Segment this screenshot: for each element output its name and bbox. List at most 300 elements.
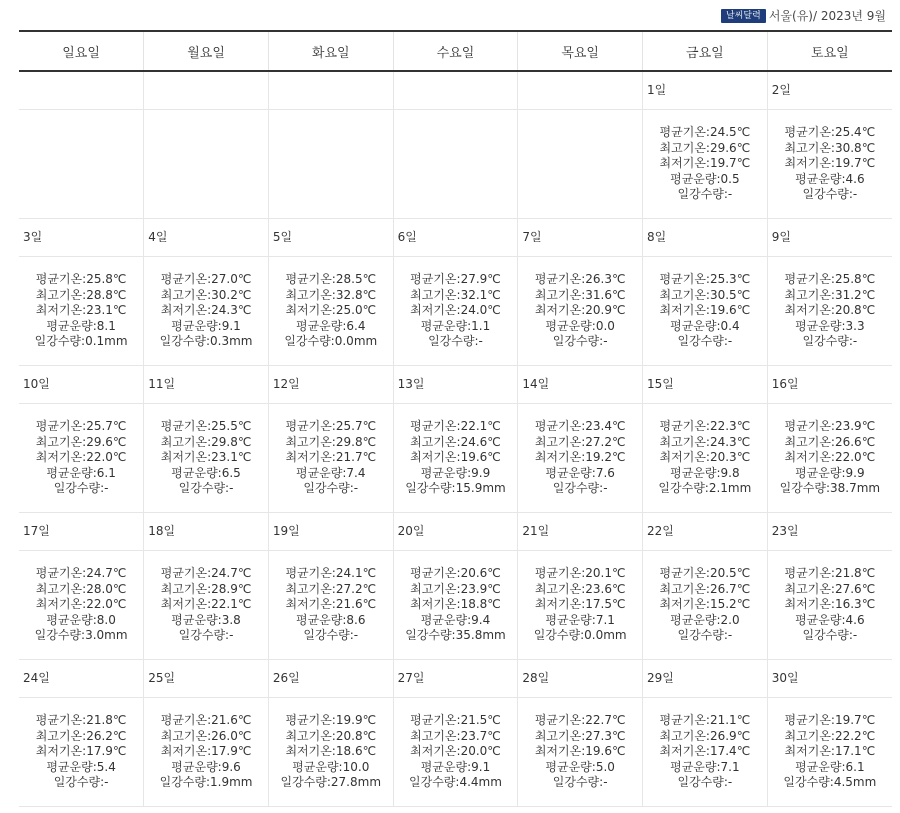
empty-weather-cell [19, 110, 144, 219]
avg-temp-line [144, 272, 268, 288]
max-temp-value: 23.7℃ [460, 728, 501, 743]
daily-rainfall-label: 일강수량: [677, 334, 728, 348]
daily-rainfall-value: 1.9mm [210, 775, 253, 789]
avg-temp-line [768, 566, 892, 582]
avg-temp-value: 21.5℃ [460, 713, 501, 727]
cloud-cover-label: 평균운량: [296, 465, 347, 480]
avg-temp-label: 평균기온: [410, 713, 461, 727]
day-weather-cell [518, 404, 643, 513]
max-temp-value: 30.2℃ [211, 287, 252, 302]
max-temp-value: 27.6℃ [834, 581, 876, 596]
max-temp-value: 28.0℃ [86, 581, 127, 596]
weather-data-row [19, 257, 892, 366]
min-temp-line [394, 744, 518, 760]
avg-temp-line [144, 713, 268, 729]
day-weather-cell [19, 404, 144, 513]
avg-temp-label: 평균기온: [160, 566, 212, 580]
avg-temp-value: 25.5℃ [211, 419, 252, 433]
date-label: 24일 [19, 660, 144, 698]
min-temp-label: 최저기온: [659, 156, 710, 170]
cloud-cover-line [144, 613, 268, 629]
daily-rainfall-line [768, 187, 892, 203]
avg-temp-value: 21.8℃ [834, 566, 876, 580]
daily-rainfall-line [269, 775, 393, 791]
daily-rainfall-label: 일강수량: [802, 628, 853, 642]
cloud-cover-label: 평균운량: [670, 612, 721, 627]
max-temp-value: 30.5℃ [709, 287, 751, 302]
max-temp-value: 32.1℃ [460, 287, 501, 302]
cloud-cover-line [518, 319, 642, 335]
empty-date-cell [19, 71, 144, 110]
daily-rainfall-value: 0.1mm [85, 334, 128, 348]
max-temp-line [144, 288, 268, 304]
daily-rainfall-label: 일강수량: [783, 775, 834, 789]
daily-rainfall-line [643, 775, 767, 791]
day-weather-values [643, 404, 767, 497]
min-temp-label: 최저기온: [784, 450, 835, 464]
day-weather-values [19, 698, 143, 791]
date-label: 18일 [144, 513, 269, 551]
max-temp-line [269, 288, 393, 304]
empty-weather-cell [518, 110, 643, 219]
max-temp-value: 27.2℃ [335, 581, 377, 596]
daily-rainfall-value: - [478, 334, 483, 348]
avg-temp-line [643, 125, 767, 141]
date-label: 13일 [393, 366, 518, 404]
max-temp-value: 20.8℃ [335, 728, 377, 743]
min-temp-line [643, 450, 767, 466]
avg-temp-label: 평균기온: [534, 419, 586, 433]
cloud-cover-line [144, 319, 268, 335]
min-temp-label: 최저기온: [534, 450, 586, 464]
min-temp-line [768, 450, 892, 466]
cloud-cover-value: 4.6 [845, 171, 865, 186]
weekday-header-thu: 목요일 [518, 31, 643, 71]
min-temp-label: 최저기온: [285, 744, 336, 758]
day-weather-cell [268, 404, 393, 513]
day-weather-values [768, 404, 892, 497]
cloud-cover-line [643, 760, 767, 776]
min-temp-line [269, 744, 393, 760]
max-temp-line [768, 582, 892, 598]
daily-rainfall-value: - [727, 628, 733, 642]
cloud-cover-label: 평균운량: [420, 759, 472, 774]
avg-temp-value: 22.3℃ [709, 419, 751, 433]
date-label: 28일 [518, 660, 643, 698]
min-temp-line [768, 303, 892, 319]
min-temp-value: 20.9℃ [585, 303, 626, 317]
max-temp-line [768, 435, 892, 451]
cloud-cover-value: 7.1 [720, 759, 740, 774]
weather-data-row [19, 404, 892, 513]
avg-temp-label: 평균기온: [659, 713, 710, 727]
avg-temp-value: 22.7℃ [585, 713, 626, 727]
daily-rainfall-value: 38.7mm [830, 481, 881, 495]
daily-rainfall-line [144, 775, 268, 791]
min-temp-value: 19.6℃ [709, 303, 751, 317]
avg-temp-label: 평균기온: [160, 713, 212, 727]
avg-temp-value: 25.8℃ [834, 272, 876, 286]
avg-temp-label: 평균기온: [534, 713, 586, 727]
max-temp-label: 최고기온: [410, 728, 461, 743]
min-temp-label: 최저기온: [410, 597, 461, 611]
date-label: 6일 [393, 219, 518, 257]
cloud-cover-line [144, 760, 268, 776]
max-temp-label: 최고기온: [534, 287, 586, 302]
max-temp-value: 26.6℃ [834, 434, 876, 449]
cloud-cover-line [768, 760, 892, 776]
date-label: 5일 [268, 219, 393, 257]
date-label: 3일 [19, 219, 144, 257]
daily-rainfall-label: 일강수량: [409, 775, 460, 789]
max-temp-line [269, 435, 393, 451]
daily-rainfall-label: 일강수량: [405, 481, 456, 495]
min-temp-line [269, 450, 393, 466]
date-label: 21일 [518, 513, 643, 551]
cloud-cover-line [768, 172, 892, 188]
cloud-cover-line [643, 172, 767, 188]
day-weather-cell [144, 257, 269, 366]
calendar-body [19, 71, 892, 807]
daily-rainfall-value: 4.4mm [459, 775, 502, 789]
date-label: 25일 [144, 660, 269, 698]
max-temp-label: 최고기온: [410, 434, 461, 449]
cloud-cover-value: 7.6 [595, 465, 615, 480]
empty-weather-cell [393, 110, 518, 219]
daily-rainfall-label: 일강수량: [552, 334, 604, 348]
max-temp-value: 29.6℃ [709, 140, 751, 155]
avg-temp-line [643, 713, 767, 729]
max-temp-label: 최고기온: [285, 581, 336, 596]
avg-temp-value: 25.3℃ [709, 272, 751, 286]
max-temp-line [394, 582, 518, 598]
daily-rainfall-line [19, 775, 143, 791]
avg-temp-label: 평균기온: [659, 125, 710, 139]
avg-temp-value: 20.6℃ [460, 566, 501, 580]
avg-temp-line [768, 419, 892, 435]
max-temp-label: 최고기온: [160, 728, 212, 743]
weekday-header-sat: 토요일 [767, 31, 892, 71]
cloud-cover-line [19, 466, 143, 482]
min-temp-label: 최저기온: [410, 744, 461, 758]
max-temp-label: 최고기온: [659, 581, 710, 596]
cloud-cover-line [643, 319, 767, 335]
date-row [19, 513, 892, 551]
avg-temp-line [768, 125, 892, 141]
max-temp-line [19, 288, 143, 304]
min-temp-value: 17.1℃ [834, 744, 876, 758]
day-weather-values [269, 551, 393, 644]
avg-temp-label: 평균기온: [784, 125, 835, 139]
day-weather-cell [643, 110, 768, 219]
cloud-cover-line [768, 466, 892, 482]
day-weather-values [643, 698, 767, 791]
min-temp-label: 최저기온: [534, 744, 586, 758]
max-temp-line [19, 582, 143, 598]
date-row [19, 71, 892, 110]
min-temp-line [518, 597, 642, 613]
min-temp-line [643, 303, 767, 319]
daily-rainfall-line [768, 334, 892, 350]
max-temp-value: 23.6℃ [585, 581, 626, 596]
max-temp-value: 22.2℃ [834, 728, 876, 743]
day-weather-cell [518, 551, 643, 660]
max-temp-label: 최고기온: [160, 287, 212, 302]
min-temp-label: 최저기온: [784, 156, 835, 170]
daily-rainfall-label: 일강수량: [178, 481, 230, 495]
day-weather-values [394, 404, 518, 497]
min-temp-value: 17.4℃ [709, 744, 751, 758]
day-weather-values [394, 551, 518, 644]
max-temp-label: 최고기온: [410, 287, 461, 302]
day-weather-values [518, 698, 642, 791]
day-weather-cell [767, 698, 892, 807]
cloud-cover-line [269, 319, 393, 335]
avg-temp-line [19, 566, 143, 582]
day-weather-values [394, 257, 518, 350]
day-weather-cell [643, 257, 768, 366]
max-temp-value: 26.9℃ [709, 728, 751, 743]
max-temp-label: 최고기온: [659, 140, 710, 155]
daily-rainfall-value: - [229, 481, 234, 495]
avg-temp-label: 평균기온: [659, 272, 710, 286]
daily-rainfall-label: 일강수량: [178, 628, 230, 642]
date-label: 17일 [19, 513, 144, 551]
daily-rainfall-label: 일강수량: [303, 481, 354, 495]
avg-temp-label: 평균기온: [160, 272, 212, 286]
cloud-cover-line [394, 613, 518, 629]
daily-rainfall-label: 일강수량: [533, 628, 585, 642]
cloud-cover-label: 평균운량: [296, 612, 347, 627]
cloud-cover-label: 평균운량: [46, 318, 97, 333]
max-temp-value: 26.0℃ [211, 728, 252, 743]
min-temp-value: 21.7℃ [335, 450, 377, 464]
min-temp-value: 18.6℃ [335, 744, 377, 758]
min-temp-value: 20.3℃ [709, 450, 751, 464]
day-weather-cell [767, 257, 892, 366]
cloud-cover-label: 평균운량: [171, 318, 222, 333]
min-temp-label: 최저기온: [285, 450, 336, 464]
min-temp-line [269, 597, 393, 613]
weather-data-row [19, 698, 892, 807]
day-weather-values [19, 404, 143, 497]
day-weather-values [394, 698, 518, 791]
max-temp-line [19, 435, 143, 451]
avg-temp-value: 23.4℃ [585, 419, 626, 433]
avg-temp-label: 평균기온: [659, 419, 710, 433]
avg-temp-value: 25.8℃ [86, 272, 127, 286]
daily-rainfall-value: - [353, 628, 359, 642]
avg-temp-value: 28.5℃ [335, 272, 377, 286]
daily-rainfall-label: 일강수량: [802, 334, 853, 348]
avg-temp-value: 21.1℃ [709, 713, 751, 727]
daily-rainfall-line [643, 628, 767, 644]
avg-temp-line [518, 419, 642, 435]
cloud-cover-value: 6.4 [346, 318, 366, 333]
weather-data-row [19, 551, 892, 660]
daily-rainfall-label: 일강수량: [303, 628, 354, 642]
daily-rainfall-label: 일강수량: [159, 334, 211, 348]
cloud-cover-label: 평균운량: [46, 465, 97, 480]
min-temp-label: 최저기온: [160, 597, 212, 611]
cloud-cover-line [394, 466, 518, 482]
max-temp-line [269, 729, 393, 745]
max-temp-label: 최고기온: [784, 287, 835, 302]
avg-temp-label: 평균기온: [784, 419, 835, 433]
cloud-cover-value: 1.1 [471, 318, 491, 333]
avg-temp-line [518, 272, 642, 288]
min-temp-value: 16.3℃ [834, 597, 876, 611]
day-weather-cell [268, 551, 393, 660]
date-label: 26일 [268, 660, 393, 698]
daily-rainfall-line [394, 481, 518, 497]
date-label: 11일 [144, 366, 269, 404]
date-row [19, 660, 892, 698]
day-weather-values [144, 257, 268, 350]
cloud-cover-label: 평균운량: [545, 318, 596, 333]
cloud-cover-label: 평균운량: [296, 318, 347, 333]
daily-rainfall-line [19, 628, 143, 644]
min-temp-label: 최저기온: [784, 597, 835, 611]
avg-temp-value: 25.7℃ [335, 419, 377, 433]
min-temp-line [768, 744, 892, 760]
max-temp-value: 27.3℃ [585, 728, 626, 743]
day-weather-cell [767, 404, 892, 513]
daily-rainfall-line [643, 187, 767, 203]
min-temp-value: 22.0℃ [86, 450, 127, 464]
daily-rainfall-line [518, 628, 642, 644]
date-label: 1일 [643, 71, 768, 110]
avg-temp-value: 21.6℃ [211, 713, 252, 727]
min-temp-value: 22.0℃ [86, 597, 127, 611]
daily-rainfall-value: 0.3mm [210, 334, 253, 348]
min-temp-line [19, 597, 143, 613]
daily-rainfall-label: 일강수량: [405, 628, 456, 642]
min-temp-value: 25.0℃ [335, 303, 377, 317]
max-temp-line [144, 729, 268, 745]
date-label: 2일 [767, 71, 892, 110]
day-weather-cell [268, 257, 393, 366]
date-label: 12일 [268, 366, 393, 404]
cloud-cover-label: 평균운량: [46, 759, 97, 774]
min-temp-value: 17.5℃ [585, 597, 626, 611]
min-temp-label: 최저기온: [285, 303, 336, 317]
min-temp-line [643, 597, 767, 613]
weather-calendar-tag[interactable]: 날씨달력 [721, 9, 766, 23]
min-temp-label: 최저기온: [784, 303, 835, 317]
min-temp-label: 최저기온: [160, 303, 212, 317]
min-temp-value: 22.1℃ [211, 597, 252, 611]
date-label: 19일 [268, 513, 393, 551]
avg-temp-label: 평균기온: [659, 566, 710, 580]
min-temp-label: 최저기온: [534, 303, 586, 317]
date-label: 15일 [643, 366, 768, 404]
date-label: 7일 [518, 219, 643, 257]
max-temp-value: 29.8℃ [211, 434, 252, 449]
day-weather-cell [393, 698, 518, 807]
min-temp-line [144, 303, 268, 319]
avg-temp-line [269, 713, 393, 729]
daily-rainfall-label: 일강수량: [802, 187, 853, 201]
min-temp-value: 23.1℃ [211, 450, 252, 464]
daily-rainfall-line [19, 481, 143, 497]
min-temp-value: 20.8℃ [834, 303, 876, 317]
min-temp-value: 19.7℃ [834, 156, 876, 170]
min-temp-label: 최저기온: [659, 303, 710, 317]
avg-temp-value: 23.9℃ [834, 419, 876, 433]
max-temp-line [518, 288, 642, 304]
date-label: 4일 [144, 219, 269, 257]
max-temp-label: 최고기온: [784, 140, 835, 155]
day-weather-cell [518, 257, 643, 366]
daily-rainfall-value: - [229, 628, 234, 642]
day-weather-values [269, 257, 393, 350]
daily-rainfall-line [144, 481, 268, 497]
max-temp-label: 최고기온: [784, 434, 835, 449]
cloud-cover-label: 평균운량: [420, 465, 472, 480]
day-weather-cell [643, 404, 768, 513]
max-temp-value: 24.3℃ [709, 434, 751, 449]
day-weather-values [768, 551, 892, 644]
cloud-cover-label: 평균운량: [795, 465, 846, 480]
cloud-cover-value: 2.0 [720, 612, 740, 627]
daily-rainfall-value: - [727, 775, 733, 789]
date-label: 27일 [393, 660, 518, 698]
avg-temp-line [394, 566, 518, 582]
cloud-cover-label: 평균운량: [670, 759, 721, 774]
date-label: 22일 [643, 513, 768, 551]
cloud-cover-line [643, 466, 767, 482]
max-temp-label: 최고기온: [285, 287, 336, 302]
day-weather-cell [643, 698, 768, 807]
avg-temp-label: 평균기온: [285, 419, 336, 433]
avg-temp-value: 24.7℃ [211, 566, 252, 580]
avg-temp-value: 24.5℃ [709, 125, 751, 139]
min-temp-line [269, 303, 393, 319]
cloud-cover-label: 평균운량: [420, 318, 472, 333]
daily-rainfall-value: 2.1mm [708, 481, 752, 495]
max-temp-value: 23.9℃ [460, 581, 501, 596]
weekday-header-mon: 월요일 [144, 31, 269, 71]
max-temp-line [144, 435, 268, 451]
cloud-cover-label: 평균운량: [545, 612, 596, 627]
daily-rainfall-value: - [727, 187, 733, 201]
cloud-cover-value: 9.6 [221, 759, 241, 774]
weekday-header-fri: 금요일 [643, 31, 768, 71]
cloud-cover-line [768, 613, 892, 629]
daily-rainfall-line [643, 481, 767, 497]
date-label: 8일 [643, 219, 768, 257]
avg-temp-line [394, 419, 518, 435]
min-temp-line [144, 450, 268, 466]
min-temp-line [394, 450, 518, 466]
max-temp-label: 최고기온: [160, 581, 212, 596]
daily-rainfall-label: 일강수량: [677, 628, 728, 642]
min-temp-line [394, 597, 518, 613]
day-weather-values [518, 257, 642, 350]
day-weather-values [768, 110, 892, 203]
cloud-cover-value: 7.1 [595, 612, 615, 627]
daily-rainfall-label: 일강수량: [677, 187, 728, 201]
min-temp-label: 최저기온: [410, 303, 461, 317]
day-weather-values [518, 404, 642, 497]
cloud-cover-value: 6.5 [221, 465, 241, 480]
avg-temp-value: 20.1℃ [585, 566, 626, 580]
daily-rainfall-line [144, 628, 268, 644]
daily-rainfall-value: - [852, 334, 858, 348]
cloud-cover-value: 7.4 [346, 465, 366, 480]
daily-rainfall-line [269, 334, 393, 350]
